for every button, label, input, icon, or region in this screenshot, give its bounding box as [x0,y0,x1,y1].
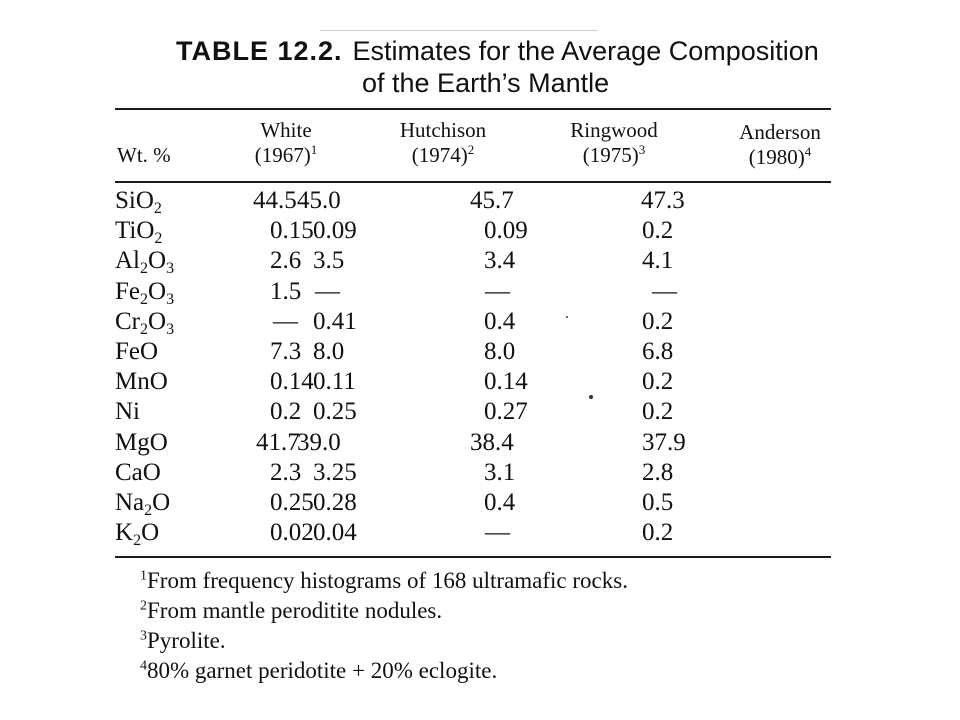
value-cell: 0.25 [270,488,314,516]
value-cell: 2.3 [270,458,302,486]
column-footnote-mark: 3 [638,142,646,157]
column-year [363,143,523,168]
value-cell: — [315,277,340,305]
oxide-element: O [148,247,167,275]
value-cell: 0.27 [484,398,528,426]
value-cell: — [652,277,677,305]
title-line-1 [176,36,819,66]
footnote-mark: 3 [140,628,147,644]
oxide-label [115,367,168,397]
oxide-label [115,246,174,276]
oxide-subscript: 3 [166,290,175,308]
value-cell: 1.5 [270,277,302,305]
oxide-subscript: 2 [153,200,162,217]
value-cell: 0.02 [270,519,314,547]
value-cell: 0.2 [642,307,674,335]
value-cell: 45.0 [297,187,341,214]
column-footnote-mark: 2 [467,142,475,157]
value-cell: 0.4 [484,488,516,516]
oxide-element: Ti [115,217,137,245]
value-cell: — [485,277,510,305]
oxide-label [115,397,140,427]
value-cell: 0.2 [270,398,302,426]
column-header [534,118,694,168]
value-cell: 45.7 [470,187,514,214]
oxide-subscript: 2 [140,290,148,308]
footnote-mark: 4 [140,658,147,674]
oxide-subscript: 2 [140,320,148,338]
value-cell: 0.09 [484,217,528,245]
oxide-element: O [152,488,171,516]
footnote-mark: 2 [140,598,147,614]
value-cell: 0.14 [270,368,314,396]
oxide-element: CaO [115,458,161,486]
value-cell: 0.15 [270,217,314,245]
column-author: Ringwood [570,118,658,142]
table-bottom-rule [115,556,831,558]
value-cell: 0.25 [313,398,357,426]
oxide-label [115,277,174,307]
footnote-text: From frequency histograms of 168 ultramafic rocks. [147,568,628,593]
value-cell: 3.5 [313,247,345,275]
value-cell: 8.0 [484,337,516,365]
oxide-element: Na [115,488,145,516]
value-cell: 44.5 [253,187,297,214]
table-title [176,36,819,98]
oxide-subscript: 3 [166,260,175,278]
value-cell: 7.3 [270,337,302,365]
oxide-element: O [148,307,167,335]
value-cell: 0.5 [642,488,674,516]
value-cell: 0.4 [484,307,516,335]
footnote-text: From mantle peroditite nodules. [147,598,443,623]
table-header-rule [115,181,831,183]
column-author: White [260,118,312,142]
wt-percent-header: Wt. % [117,143,171,167]
oxide-element: O [148,277,167,305]
oxide-subscript: 2 [144,501,153,519]
value-cell: — [485,519,510,547]
oxide-element: Al [115,247,140,275]
footnote-text: Pyrolite. [147,628,226,653]
oxide-subscript: 3 [166,320,175,338]
scan-top-edge-line [320,30,598,31]
value-cell: 3.4 [484,247,516,275]
table-top-rule [115,108,831,110]
value-cell: 0.2 [642,368,674,396]
value-cell: 37.9 [642,428,686,456]
oxide-label [115,428,168,458]
column-header [363,118,523,168]
oxide-subscript: 2 [154,230,163,248]
footnote [140,566,628,596]
value-cell: 6.8 [642,337,674,365]
value-cell: 0.2 [642,398,674,426]
oxide-subscript: 2 [140,260,148,278]
value-cell: 4.1 [642,247,674,275]
footnote-text: 80% garnet peridotite + 20% eclogite. [147,658,498,683]
column-header [206,118,366,168]
oxide-element: O [135,187,154,214]
value-cell: 2.8 [642,458,674,486]
footnote [140,626,628,656]
column-year [534,143,694,168]
column-year-text: (1967) [254,143,311,167]
oxide-element: FeO [115,337,159,365]
oxide-element: MnO [115,368,168,396]
column-year-text: (1974) [411,143,468,167]
table-number-label: TABLE 12.2. [176,36,343,66]
oxide-element: O [136,217,155,245]
oxide-label [115,216,162,246]
value-cell: 3.1 [484,458,516,486]
value-cell: 3.25 [313,458,357,486]
value-cell: 0.04 [313,519,357,547]
value-cell: 0.41 [313,307,357,335]
value-cell: 0.14 [484,368,528,396]
value-cell: 0.2 [642,519,674,547]
value-cell: 0.28 [313,488,357,516]
oxide-subscript: 2 [133,532,142,550]
oxide-label [115,186,162,216]
oxide-label [115,458,161,488]
column-footnote-mark: 1 [310,142,318,157]
oxide-element: Ni [115,398,140,426]
oxide-element: Cr [115,307,140,335]
oxide-label [115,518,159,548]
footnote [140,596,628,626]
column-year [206,143,366,168]
column-year-text: (1980) [748,145,805,169]
title-text-1: Estimates for the Average Composition [352,36,819,66]
value-cell: 39.0 [297,428,341,456]
value-cell: 0.11 [313,368,356,396]
oxide-element: O [141,519,160,547]
oxide-label [115,337,158,367]
column-year [700,145,860,170]
column-header [700,120,860,170]
scan-speck [589,395,593,399]
scan-speck [566,316,568,318]
footnote-mark: 1 [140,568,147,584]
value-cell: — [273,307,298,335]
oxide-element: Si [115,187,136,214]
value-cell: 8.0 [313,337,345,365]
column-author: Hutchison [399,118,487,142]
column-footnote-mark: 4 [804,144,812,159]
value-cell: 2.6 [270,247,302,275]
oxide-element: Fe [115,277,140,305]
value-cell: 41.7 [256,428,300,456]
oxide-label [115,307,174,337]
value-cell: 0.2 [642,217,674,245]
value-cell: 0.09 [313,217,357,245]
title-text-2: of the Earth’s Mantle [362,68,610,98]
footnotes [140,566,628,686]
oxide-element: K [115,519,134,547]
oxide-label [115,488,170,518]
oxide-element: MgO [115,428,168,456]
column-author: Anderson [739,120,821,144]
title-line-2 [362,68,819,98]
value-cell: 38.4 [470,428,514,456]
column-year-text: (1975) [582,143,639,167]
footnote [140,656,628,686]
value-cell: 47.3 [641,187,685,214]
